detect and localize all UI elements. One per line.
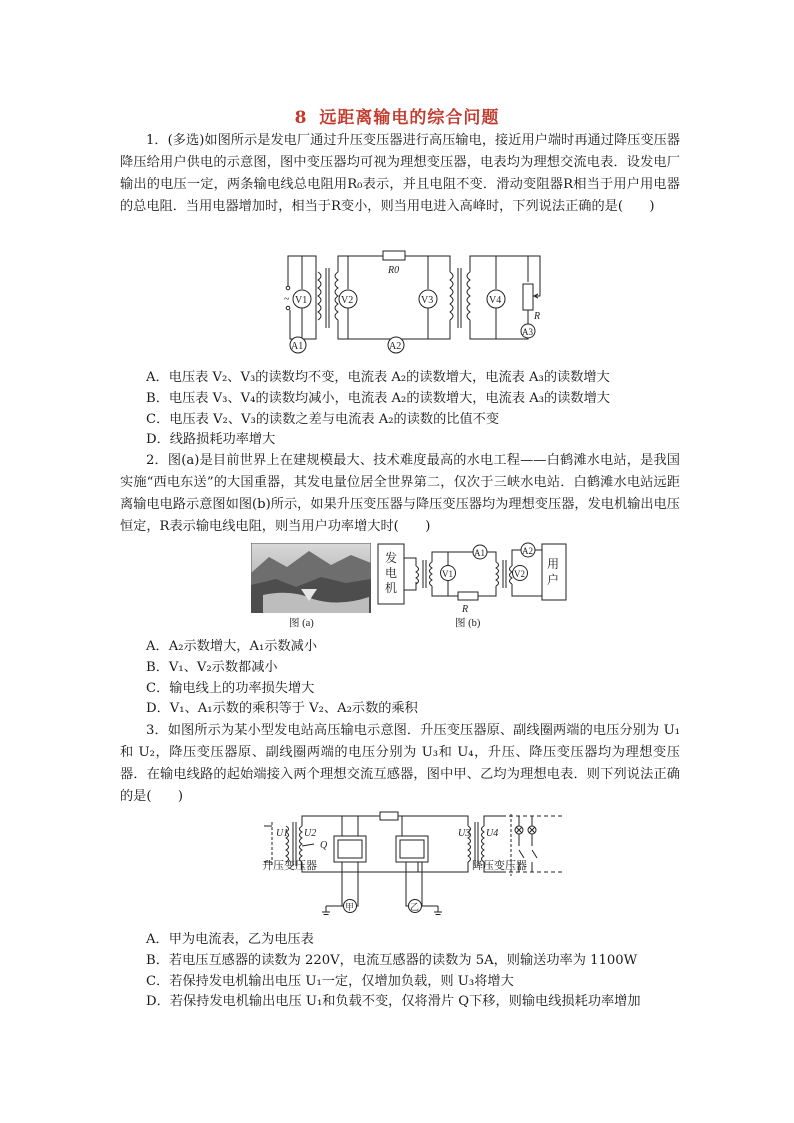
generator-label-3: 机 <box>385 581 398 595</box>
svg-text:R: R <box>462 604 469 615</box>
question-1-options <box>146 368 686 451</box>
rheostat-r <box>523 284 533 310</box>
q1-circuit-diagram <box>278 244 558 360</box>
question-2-stem: 2．图(a)是目前世界上在建规模最大、技术难度最高的水电工程——白鹤滩水电站，是我国实施“西电东送”的大国重器，其发电量位居全世界第二，仅次于三峡水电站．白鹤滩水电站远距离输电电路示意图如图(b)所示，如果升压变压器与降压变压器均为理想变压器，发电机输出电压恒定，R表示输电线电阻，则当用户功率增大时( ) <box>120 453 680 534</box>
q1-option-a[interactable]: A．电压表 V₂、V₃的读数均不变，电流表 A₂的读数增大，电流表 A₃的读数增大 <box>146 370 610 385</box>
q3-option-b[interactable]: B．若电压互感器的读数为 220V，电流互感器的读数为 5A，则输送功率为 1100W <box>146 952 638 968</box>
svg-text:A1: A1 <box>291 341 304 352</box>
svg-text:R0: R0 <box>388 265 400 276</box>
svg-text:V1: V1 <box>295 295 308 306</box>
line-resistor <box>380 812 398 820</box>
question-3-stem: 3．如图所示为某小型发电站高压输电示意图．升压变压器原、副线圈两端的电压分别为 U₁和 U₂，降压变压器原、副线圈两端的电压分别为 U₃和 U₄，升压、降压变压器均为理想变压器．在输电线路的起始端接入两个理想交流互感器，图中甲、乙均为理想电表．则下列说法正确的是( ) <box>120 723 680 804</box>
q2-circuit-diagram <box>376 540 570 616</box>
q3-circuit-diagram <box>262 806 564 924</box>
terminal-bottom <box>286 306 290 310</box>
terminal-top <box>286 286 290 290</box>
svg-text:V4: V4 <box>489 295 502 306</box>
q2-option-d[interactable]: D．V₁、A₁示数的乘积等于 V₂、A₂示数的乘积 <box>146 701 418 717</box>
q1-option-b[interactable]: B．电压表 V₃、V₄的读数均减小，电流表 A₂的读数增大，电流表 A₃的读数增大 <box>146 390 610 406</box>
q1-option-d[interactable]: D．线路损耗功率增大 <box>146 432 276 448</box>
q1-option-c[interactable]: C．电压表 V₂、V₃的读数之差与电流表 A₂的读数的比值不变 <box>146 411 500 427</box>
q2-fig-a-caption: 图 (a) <box>289 618 314 629</box>
svg-text:Q: Q <box>320 840 328 851</box>
q2-fig-b-caption: 图 (b) <box>455 618 481 629</box>
user-label-2: 户 <box>547 573 560 587</box>
title-text: 远距离输电的综合问题 <box>319 108 500 128</box>
q3-option-a[interactable]: A．甲为电流表，乙为电压表 <box>146 932 314 947</box>
question-3-options <box>146 930 686 1013</box>
question-3 <box>120 720 680 808</box>
question-2 <box>120 450 680 538</box>
svg-text:V2: V2 <box>341 295 354 306</box>
question-2-options <box>146 637 686 720</box>
svg-text:V3: V3 <box>421 295 434 306</box>
svg-text:V2: V2 <box>514 569 525 579</box>
transformer-core-b <box>400 840 424 858</box>
question-1-stem: 1．(多选)如图所示是发电厂通过升压变压器进行高压输电，接近用户端时再通过降压变压器降压给用户供电的示意图，图中变压器均可视为理想变压器，电表均为理想交流电表．设发电厂输出的电压一定，两条输电线总电阻用R₀表示，并且电阻不变．滑动变阻器R相当于用户用电器的总电阻．当用电器增加时，相当于R变小，则当用电进入高峰时，下列说法正确的是( ) <box>120 133 680 214</box>
svg-text:U4: U4 <box>486 828 499 839</box>
step-down-label: 降压变压器 <box>472 860 527 872</box>
q2-photo-dam <box>251 543 371 613</box>
resistor-r0 <box>383 251 405 260</box>
q2-option-c[interactable]: C．输电线上的功率损失增大 <box>146 680 315 696</box>
svg-text:R: R <box>534 311 541 322</box>
q3-option-d[interactable]: D．若保持发电机输出电压 U₁和负载不变，仅将滑片 Q下移，则输电线损耗功率增加 <box>146 994 641 1010</box>
generator-label-2: 电 <box>385 566 398 580</box>
transformer-core-a <box>338 840 362 858</box>
user-label-1: 用 <box>547 557 560 571</box>
svg-text:U1: U1 <box>276 828 289 839</box>
resistor-r <box>458 592 478 600</box>
user-box <box>542 544 566 600</box>
svg-text:A3: A3 <box>522 327 533 337</box>
svg-text:A1: A1 <box>474 548 485 558</box>
q3-option-c[interactable]: C．若保持发电机输出电压 U₁一定，仅增加负载，则 U₃将增大 <box>146 973 514 989</box>
ac-symbol: ~ <box>284 294 290 305</box>
page-title <box>0 103 794 128</box>
title-number: 8 <box>294 108 308 128</box>
generator-label-1: 发 <box>385 551 398 565</box>
svg-text:A2: A2 <box>522 546 533 556</box>
step-up-label: 升压变压器 <box>262 860 317 872</box>
svg-text:甲: 甲 <box>345 902 355 912</box>
svg-text:V1: V1 <box>442 569 453 579</box>
svg-text:U2: U2 <box>304 828 317 839</box>
q2-option-b[interactable]: B．V₁、V₂示数都减小 <box>146 659 278 675</box>
svg-text:U3: U3 <box>458 828 471 839</box>
svg-text:A2: A2 <box>389 341 402 352</box>
question-1 <box>120 130 680 218</box>
svg-text:乙: 乙 <box>410 902 420 912</box>
q2-option-a[interactable]: A．A₂示数增大，A₁示数减小 <box>146 639 318 654</box>
